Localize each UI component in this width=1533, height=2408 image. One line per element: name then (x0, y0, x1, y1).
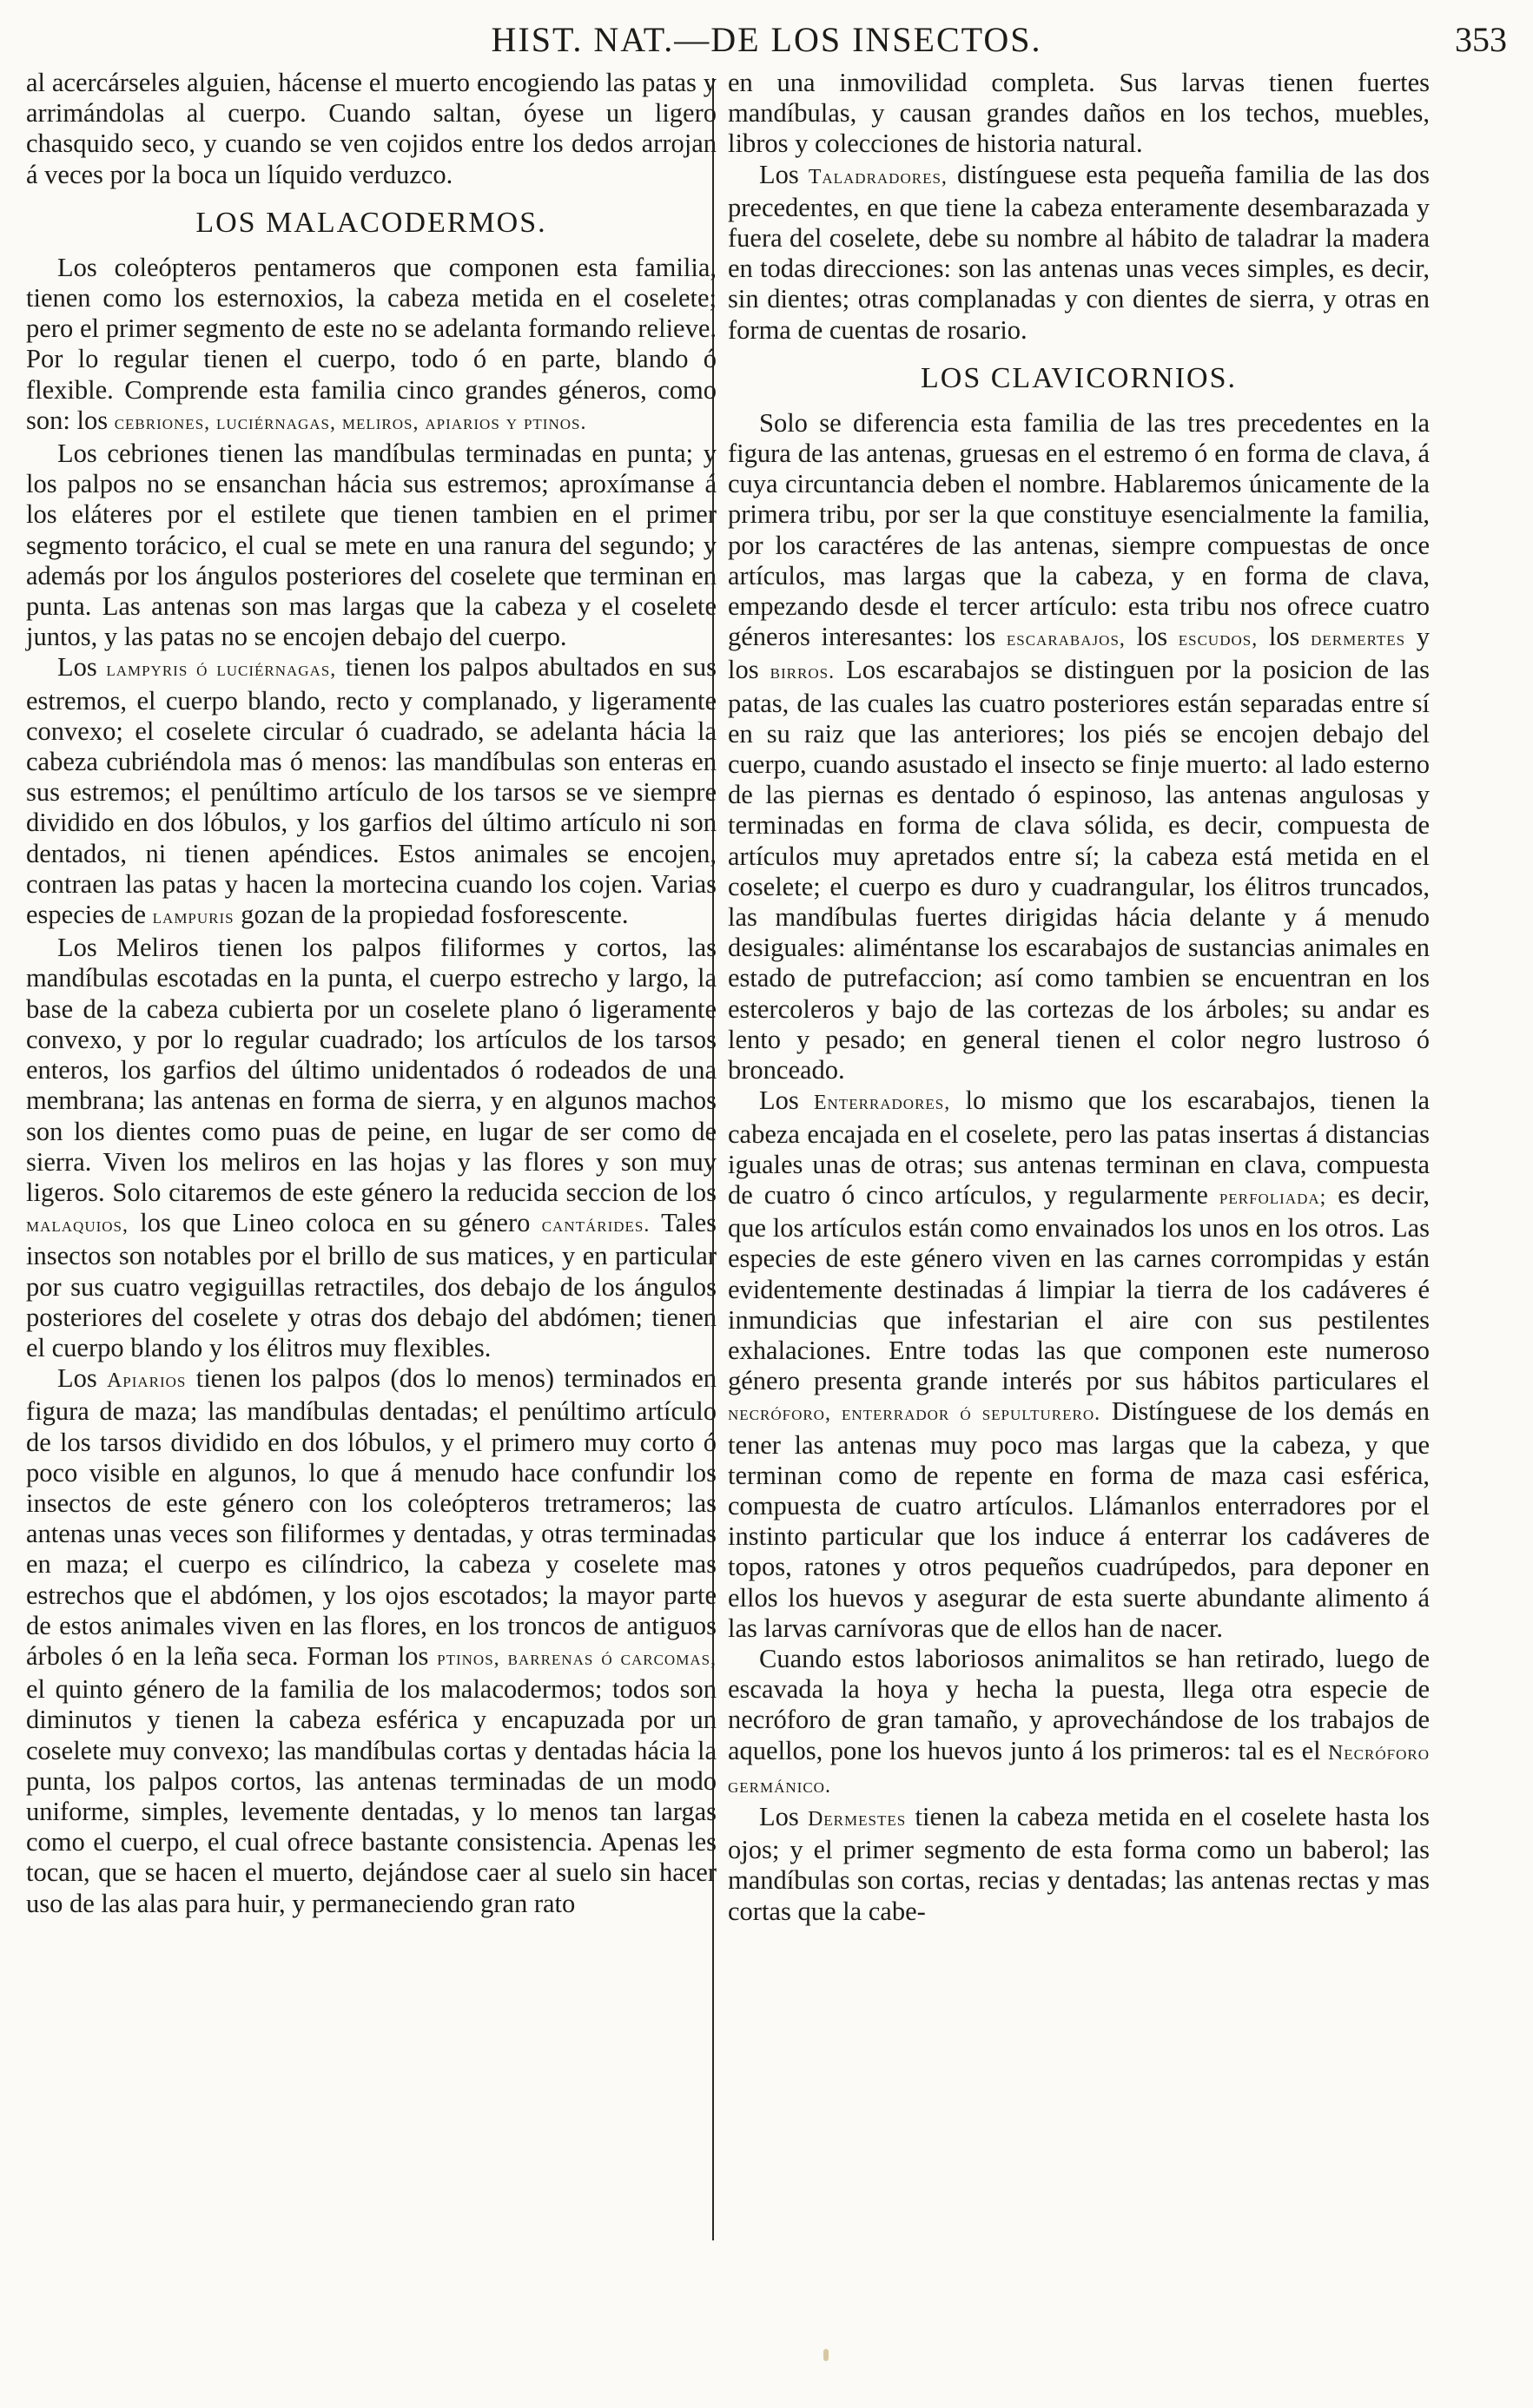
paragraph (728, 1644, 1430, 1802)
species-name: necróforo, enterrador ó sepulturero. (728, 1402, 1101, 1426)
genus-name: ptinos, barrenas ó carcomas, (437, 1646, 717, 1670)
genus-name: lampuris (152, 906, 235, 929)
section-heading-malacodermos: LOS MALACODERMOS. (195, 206, 547, 239)
genus-name: birros. (770, 661, 836, 684)
paragraph (26, 1363, 717, 1919)
text-run: el quinto género de la familia de los malacodermos; todos son diminutos y tienen la cabeza esférica y encapuzada por un coselete muy convexo; las mandíbulas cortas y dentadas hácia la punta, los palpos cortos, las antenas terminadas de un modo uniforme, simples, levemente dentadas, y lo menos tan largas como el cuerpo, el cual ofrece bastante consistencia. Apenas les tocan, que se hacen el muerto, dejándose caer al suelo sin hacer uso de las alas para huir, y permaneciendo gran rato (26, 1674, 717, 1918)
paragraph (728, 160, 1430, 346)
genus-name: escudos, (1178, 628, 1259, 651)
paper-speck (823, 2349, 829, 2361)
paragraph (728, 1085, 1430, 1644)
section-heading-clavicornios: LOS CLAVICORNIOS. (921, 361, 1237, 394)
text-run: los (1136, 622, 1168, 652)
left-column (26, 68, 717, 1919)
term: perfoliada; (1219, 1185, 1327, 1209)
text-run: tienen los palpos (dos lo menos) terminados en figura de maza; las mandíbulas dentadas; el penúltimo artículo de los tarsos dividido en dos lóbulos, y el primero muy corto ó poco visible en algunos, lo que á menudo hace confundir los insectos de este género con los coleópteros tretrameros; las antenas unas veces son filiformes y dentadas, y otras terminadas en maza; el cuerpo es cilíndrico, la cabeza y coselete mas estrechos que el abdómen, y los ojos escotados; la mayor parte de estos animales viven en las flores, en los troncos de antiguos árboles ó en la leña seca. Forman los (26, 1363, 717, 1671)
text-run: Distínguese de los demás en tener las antenas muy poco mas largas que la cabeza, y que terminan como de repente en forma de maza casi esférica, compuesta de cuatro artículos. Llámanlos enterradores por el instinto particular que los induce á enterrar los cadáveres de topos, ratones y otros pequeños cuadrúpedos, para deponer en ellos los huevos y asegurar de esta suerte abundante alimento á las larvas carnívoras que de ellos han de nacer. (728, 1396, 1430, 1643)
text-run: Los Meliros tienen los palpos filiformes y cortos, las mandíbulas escotadas en la punta, el cuerpo estrecho y largo, la base de la cabeza cubierta por un coselete plano ó ligeramente convexo, y por lo regular cuadrado; los artículos de los tarsos enteros, los garfios del último unidentados ó rodeados de una membrana; las antenas en forma de sierra, y en algunos machos son los dientes como puas de peine, en lugar de ser como de sierra. Viven los meliros en las hojas y las flores y son muy ligeros. Solo citaremos de este género la reducida seccion de los (26, 933, 717, 1207)
text-run: gozan de la propiedad fosforescente. (241, 900, 629, 930)
genus-name: dermertes (1311, 628, 1406, 651)
right-column (728, 68, 1430, 1927)
species-name: Necróforo germánico. (728, 1741, 1430, 1798)
running-title: HIST. NAT.—DE LOS INSECTOS. (491, 20, 1042, 59)
text-run: Solo se diferencia esta familia de las tres precedentes en la figura de las antenas, gruesas en el estremo ó en forma de clava, á cuya circuntancia deben el nombre. Hablaremos únicamente de la primera tribu, por ser la que constituye esencialmente la familia, por los caractéres de las antenas, siempre compuestas de once artículos, mas largas que la cabeza, y en forma de clava, empezando desde el tercer artículo: esta tribu nos ofrece cuatro géneros interesantes: los (728, 407, 1430, 652)
text-run: Los (57, 1363, 97, 1394)
text-run: los que Lineo coloca en su género (140, 1208, 531, 1238)
genus-name: Enterradores, (814, 1092, 951, 1115)
paragraph (26, 652, 717, 933)
genus-name: Apiarios (107, 1369, 187, 1393)
text-run: Los (759, 1085, 799, 1116)
running-head (26, 16, 1507, 68)
text-run: Cuando estos laboriosos animalitos se han retirado, luego de escavada la hoya y hecha la puesta, llega otra especie de necróforo de gran tamaño, y aprovechándose de los trabajos de aquellos, pone los huevos junto á los primeros: tal es el (728, 1643, 1430, 1765)
text-run: Los escarabajos se distinguen por la posicion de las patas, de las cuales las cuatro posteriores están separadas entre sí en su raiz que las anteriores; los piés se encojen debajo del cuerpo, cuando asustado el insecto se finje muerto: al lado esterno de las piernas es dentado ó espinoso, las antenas angulosas y terminadas en forma de clava sólida, es decir, compuesta de artículos muy apretados entre sí; la cabeza está metida en el coselete; el cuerpo es duro y cuadrangular, los élitros truncados, las mandíbulas fuertes dirigidas hácia delante y á menudo desiguales: aliméntanse los escarabajos de sustancias animales en estado de putrefaccion; así como tambien se encuentran en los estercoleros y bajo de las cortezas de los árboles; su andar es lento y pesado; en general tienen el color negro lustroso ó bronceado. (728, 655, 1431, 1085)
paragraph (26, 933, 717, 1363)
paragraph (728, 408, 1430, 1085)
text-run: Tales insectos son notables por el brillo de sus matices, y en particular por sus cuatro vegiguillas retractiles, dos debajo de los ángulos posteriores del coselete y otras dos debajo del abdómen; tienen el cuerpo blando y los élitros muy flexibles. (26, 1208, 717, 1362)
genus-name: Dermestes (808, 1807, 907, 1831)
paragraph (728, 1802, 1430, 1927)
genus-name: escarabajos, (1006, 628, 1126, 651)
genus-name: malaquios, (26, 1214, 129, 1237)
paragraph: al acercárseles alguien, hácense el muerto encogiendo las patas y arrimándolas al cuerpo. Cuando saltan, óyese un ligero chasquido seco, y cuando se ven cojidos entre los dedos arrojan á veces por la boca un líquido verduzco. (26, 68, 717, 189)
text-run: Los (57, 652, 97, 683)
text-run: tienen los palpos abultados en sus estremos, el cuerpo blando, recto y complanado, y ligeramente convexo; el coselete circular ó cuadrado, se adelanta hácia la cabeza cubriéndola mas ó menos: las mandíbulas son enteras en sus estremos; el penúltimo artículo de los tarsos se ve siempre dividido en dos lóbulos, y los garfios del último artículo ni son dentados, ni tienen apéndices. Estos animales se encojen, contraen las patas y hacen la mortecina cuando los cojen. Varias especies de (26, 652, 717, 930)
genus-name: lampyris ó luciérnagas, (106, 658, 337, 682)
paragraph: en una inmovilidad completa. Sus larvas tienen fuertes mandíbulas, y causan grandes daños en los techos, muebles, libros y colecciones de historia natural. (728, 68, 1430, 159)
text-run: distínguese esta pequeña familia de las dos precedentes, en que tiene la cabeza enteramente desembarazada y fuera del coselete, debe su nombre al hábito de taladrar la madera en todas direcciones: son las antenas unas veces simples, es decir, sin dientes; otras complanadas y con dientes de sierra, y otras en forma de cuentas de rosario. (728, 159, 1431, 345)
text-run: y los (728, 622, 1431, 685)
text-run: lo mismo que los escarabajos, tienen la cabeza encajada en el coselete, pero las patas insertas á distancias iguales unas de otras; sus antenas terminan en clava, compuesta de cuatro ó cinco artículos, y regularmente (728, 1085, 1431, 1210)
page-number: 353 (1455, 20, 1507, 59)
text-run: Los coleópteros pentameros que componen esta familia, tienen como los esternoxios, la cabeza metida en el coselete; pero el primer segmento de este no se adelanta formando relieve. Por lo regular tienen el cuerpo, todo ó en parte, blando ó flexible. Comprende esta familia cinco grandes géneros, como son: los (26, 252, 717, 435)
genus-name: cantárides. (541, 1214, 651, 1237)
family-name: Taladradores, (808, 165, 948, 188)
paragraph (26, 253, 717, 439)
paragraph: Los cebriones tienen las mandíbulas terminadas en punta; y los palpos no se ensanchan hácia sus estremos; aproxímanse á los eláteres por el estilete que tienen tambien en el primer segmento torácico, el cual se mete en una ranura del segundo; y además por los ángulos posteriores del coselete que terminan en punta. Las antenas son mas largas que la cabeza y el coselete juntos, y las patas no se encojen debajo del cuerpo. (26, 439, 717, 652)
text-run: Los (759, 159, 799, 189)
text-run: tienen la cabeza metida en el coselete hasta los ojos; y el primer segmento de esta forma como un baberol; las mandíbulas son cortas, recias y dentadas; las antenas rectas y mas cortas que la cabe- (728, 1801, 1430, 1926)
text-run: es decir, que los artículos están como envainados los unos en los otros. Las especies de este género viven en las carnes corrompidas y están evidentemente destinadas á limpiar la tierra de los cadáveres é inmundicias que infestarian el aire con sus pestilentes exhalaciones. Entre todas las que componen este numeroso género presenta grande interés por sus hábitos particulares el (728, 1179, 1431, 1396)
text-run: los (1268, 622, 1300, 652)
genus-name: cebriones, luciérnagas, meliros, apiarios y ptinos. (114, 411, 587, 434)
text-run: Los (759, 1801, 799, 1831)
